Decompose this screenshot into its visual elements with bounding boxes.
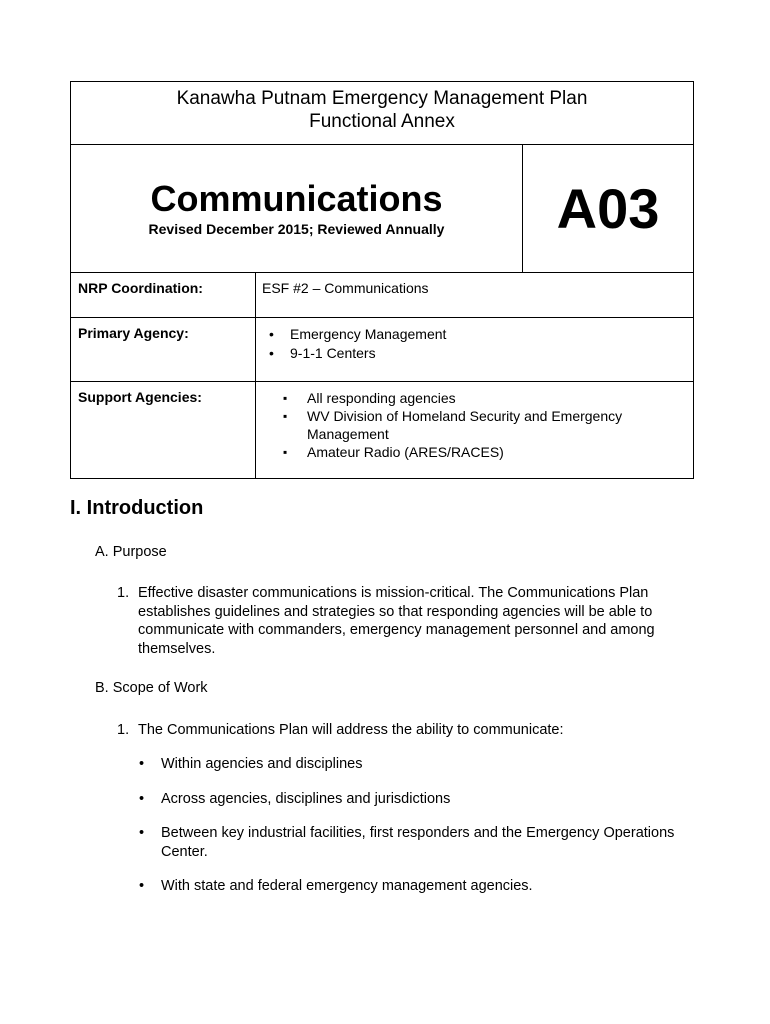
support-agencies-value — [256, 382, 694, 479]
scope-bullet — [139, 877, 699, 896]
subsection-purpose: A. Purpose — [95, 544, 167, 560]
support-agencies-label: Support Agencies: — [71, 382, 256, 479]
plan-title-cell — [71, 82, 694, 145]
bullet-text: Within agencies and disciplines — [161, 756, 363, 772]
purpose-paragraph — [117, 584, 687, 658]
plan-subtitle: Functional Annex — [309, 111, 455, 132]
item-number: 1. — [117, 722, 130, 738]
primary-agency-list — [262, 325, 687, 363]
list-item: ▪ WV Division of Homeland Security and Emergency Management — [307, 407, 687, 443]
list-item: • Emergency Management — [290, 325, 687, 344]
primary-agency-value — [256, 318, 694, 382]
primary-agency-label: Primary Agency: — [71, 318, 256, 382]
bullet-text: With state and federal emergency management agencies. — [161, 878, 533, 894]
bullet-icon: • — [139, 791, 145, 807]
bullet-icon: • — [139, 825, 145, 841]
section-heading: I. Introduction — [70, 497, 204, 519]
nrp-value: ESF #2 – Communications — [256, 273, 694, 318]
annex-title: Communications — [150, 178, 443, 219]
annex-code: A03 — [523, 145, 694, 273]
bullet-text: Between key industrial facilities, first responders and the Emergency Operations Center. — [161, 825, 675, 860]
list-item: • 9-1-1 Centers — [290, 344, 687, 363]
scope-paragraph — [117, 721, 687, 740]
annex-header-table — [70, 81, 694, 479]
subsection-scope: B. Scope of Work — [95, 680, 208, 696]
annex-title-cell — [71, 145, 523, 273]
revision-note: Revised December 2015; Reviewed Annually — [148, 221, 445, 237]
scope-bullet — [139, 755, 699, 774]
list-item: ▪ Amateur Radio (ARES/RACES) — [307, 443, 687, 461]
scope-bullet — [139, 824, 699, 861]
nrp-label: NRP Coordination: — [71, 273, 256, 318]
bullet-icon: • — [139, 756, 145, 772]
purpose-text: Effective disaster communications is mission-critical. The Communications Plan establishes guidelines and strategies so that responding agencies will be able to communicate with commanders, emergency management personnel and among themselves. — [138, 585, 655, 657]
bullet-text: Across agencies, disciplines and jurisdictions — [161, 791, 451, 807]
scope-text: The Communications Plan will address the ability to communicate: — [138, 722, 564, 738]
item-number: 1. — [117, 585, 130, 601]
bullet-icon: • — [139, 878, 145, 894]
list-item: ▪ All responding agencies — [307, 389, 687, 407]
scope-bullet — [139, 790, 699, 809]
plan-title: Kanawha Putnam Emergency Management Plan — [176, 88, 588, 109]
support-agency-list — [262, 389, 687, 461]
